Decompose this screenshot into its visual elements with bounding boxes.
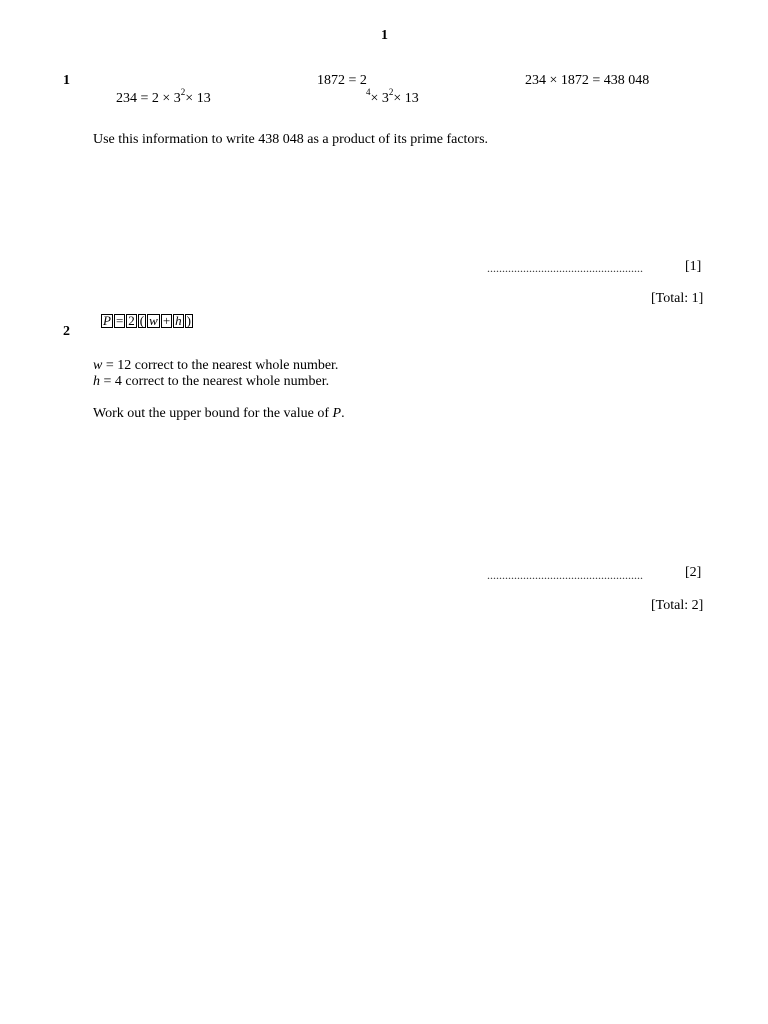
formula-right-paren: ): [186, 313, 191, 328]
question-1-number: 1: [63, 73, 70, 88]
q1-fact-1872-head: 1872 = 2: [317, 73, 367, 88]
q2-w-text: = 12 correct to the nearest whole number.: [102, 358, 339, 373]
q2-marks: [2]: [685, 565, 702, 580]
q2-w-variable: w: [93, 358, 103, 373]
q2-h-text: = 4 correct to the nearest whole number.: [100, 374, 330, 389]
q1-fact-product: 234 × 1872 = 438 048: [525, 73, 650, 88]
q1-fact-234-head: 234 = 2 × 3: [116, 91, 181, 106]
formula-h: h: [175, 313, 182, 328]
q1-fact-1872-mid: × 3: [370, 91, 389, 106]
q1-total: [Total: 1]: [651, 291, 704, 306]
question-2-number: 2: [63, 324, 70, 339]
q2-answer-line[interactable]: ....................................................: [487, 568, 643, 582]
q1-fact-1872-tail: × 13: [393, 91, 419, 106]
q2-formula: [101, 314, 194, 328]
formula-two: 2: [128, 313, 135, 328]
q1-fact-234-tail: × 13: [185, 91, 211, 106]
formula-left-paren: (: [139, 313, 145, 328]
formula-p: P: [103, 313, 111, 328]
q2-instruction-tail: .: [341, 406, 345, 421]
q2-h-statement: [93, 374, 329, 390]
q2-total: [Total: 2]: [651, 598, 704, 613]
q2-h-variable: h: [93, 374, 100, 389]
q1-answer-line[interactable]: ....................................................: [487, 261, 643, 275]
q2-instruction-variable: P: [332, 406, 342, 421]
formula-plus: +: [162, 313, 171, 328]
q2-instruction: [93, 406, 345, 422]
q1-fact-1872-cont: [366, 87, 419, 107]
page-number: 1: [381, 28, 388, 43]
q1-fact-234-exponent: 2: [180, 87, 186, 98]
q1-fact-1872-exponent-4: 4: [366, 87, 371, 98]
q1-instruction: Use this information to write 438 048 as a product of its prime factors.: [93, 132, 489, 147]
q2-instruction-head: Work out the upper bound for the value of: [93, 406, 333, 421]
formula-equals: =: [115, 313, 124, 328]
q1-marks: [1]: [685, 259, 702, 274]
q2-w-statement: [93, 358, 338, 374]
q1-fact-234: [116, 87, 211, 107]
q1-fact-1872-exponent-2: 2: [388, 87, 394, 98]
formula-w: w: [149, 313, 158, 328]
